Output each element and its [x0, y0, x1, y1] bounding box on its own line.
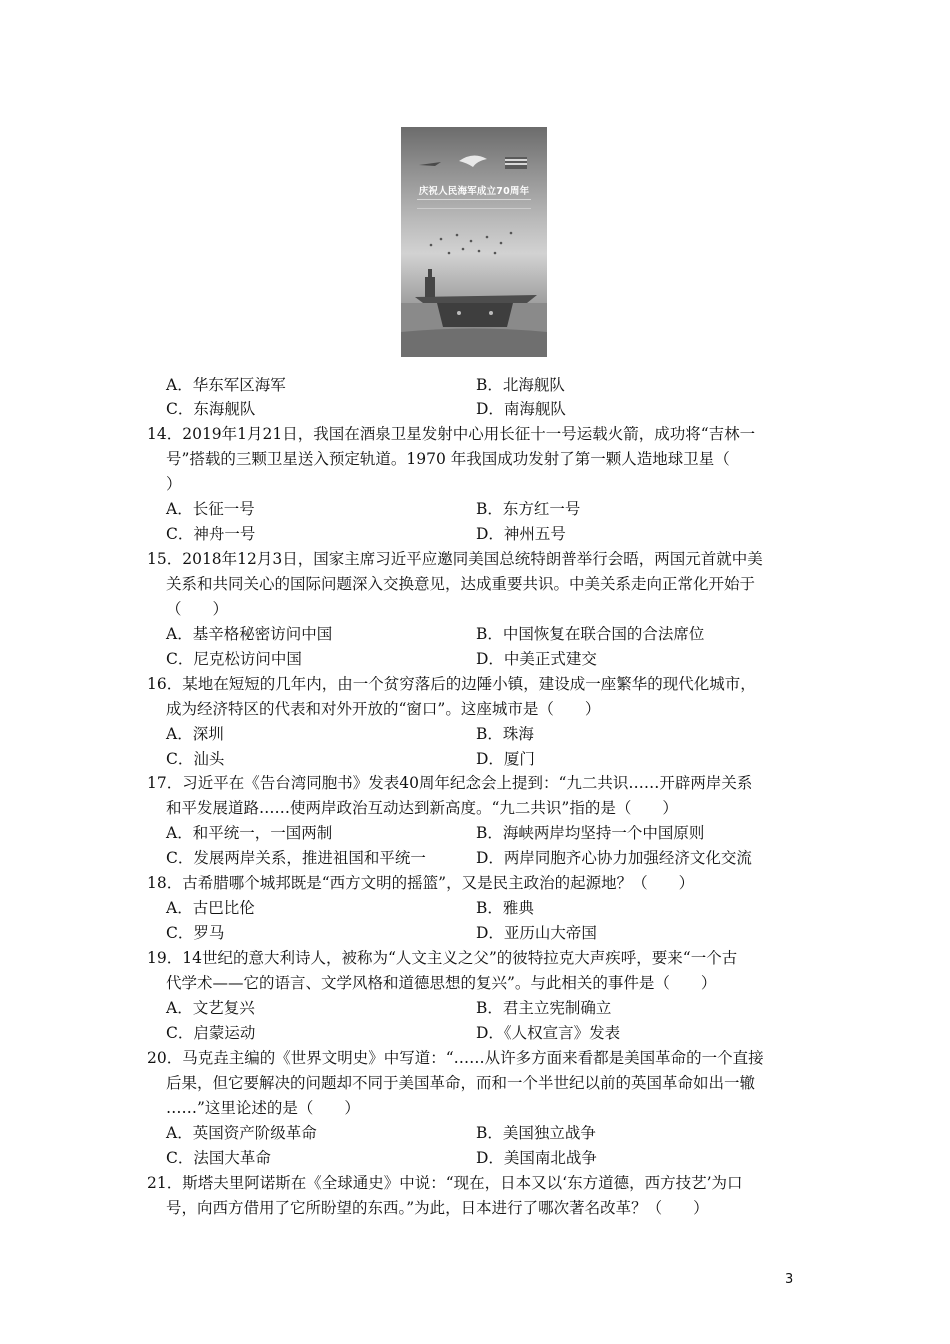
- q21-stem-line-2: 号，向西方借用了它所盼望的东西。”为此，日本进行了哪次著名改革？（ ）: [166, 1199, 709, 1217]
- q14-stem-line-1: 14．2019年1月21日，我国在酒泉卫星发射中心用长征十一号运载火箭，成功将“吉林一: [147, 425, 756, 443]
- poster-title: 庆祝人民海军成立70周年: [418, 186, 530, 197]
- q18-option-b: B．雅典: [476, 899, 534, 917]
- q20-stem-line-3: ……”这里论述的是（ ）: [166, 1099, 360, 1117]
- q15-option-c: C．尼克松访问中国: [166, 650, 302, 668]
- q15-stem-line-2: 关系和共同关心的国际问题深入交换意见，达成重要共识。中美关系走向正常化开始于: [166, 575, 756, 593]
- q17-option-a: A．和平统一，一国两制: [166, 824, 333, 842]
- q19-option-a: A．文艺复兴: [166, 999, 255, 1017]
- q16-stem-line-2: 成为经济特区的代表和对外开放的“窗口”。这座城市是（ ）: [166, 700, 601, 718]
- page-number: 3: [785, 1272, 794, 1287]
- q16-option-b: B．珠海: [476, 725, 534, 743]
- q20-stem-line-2: 后果，但它要解决的问题却不同于美国革命，而和一个半世纪以前的英国革命如出一辙: [166, 1074, 756, 1092]
- poster-subtitle-line: [417, 199, 531, 209]
- q13-option-b: B．北海舰队: [476, 376, 565, 394]
- q18-option-a: A．古巴比伦: [166, 899, 255, 917]
- q14-option-a: A．长征一号: [166, 500, 255, 518]
- q19-stem-line-1: 19．14世纪的意大利诗人，被称为“人文主义之父”的彼特拉克大声疾呼，要来“一个古: [147, 949, 738, 967]
- q20-option-b: B．美国独立战争: [476, 1124, 596, 1142]
- q20-option-a: A．英国资产阶级革命: [166, 1124, 317, 1142]
- q15-stem-line-3: （ ）: [166, 600, 229, 618]
- q18-option-d: D．亚历山大帝国: [476, 924, 597, 942]
- q18-option-c: C．罗马: [166, 924, 225, 942]
- q19-option-b: B．君主立宪制确立: [476, 999, 612, 1017]
- q17-option-d: D．两岸同胞齐心协力加强经济文化交流: [476, 849, 752, 867]
- q17-option-b: B．海峡两岸均坚持一个中国原则: [476, 824, 705, 842]
- q17-option-c: C．发展两岸关系，推进祖国和平统一: [166, 849, 426, 867]
- q18-stem-line-1: 18．古希腊哪个城邦既是“西方文明的摇篮”，又是民主政治的起源地？（ ）: [147, 874, 695, 892]
- q16-option-c: C．汕头: [166, 750, 225, 768]
- q20-option-c: C．法国大革命: [166, 1149, 271, 1167]
- q19-stem-line-2: 代学术——它的语言、文学风格和道德思想的复兴”。与此相关的事件是（ ）: [166, 974, 717, 992]
- q14-option-d: D．神州五号: [476, 525, 566, 543]
- q13-option-c: C．东海舰队: [166, 400, 256, 418]
- q14-stem-line-3: ）: [166, 475, 182, 493]
- q17-stem-line-1: 17．习近平在《告台湾同胞书》发表40周年纪念会上提到：“九二共识……开辟两岸关系: [147, 774, 753, 792]
- q16-option-a: A．深圳: [166, 725, 224, 743]
- q15-option-b: B．中国恢复在联合国的合法席位: [476, 625, 705, 643]
- q19-option-d: D．《人权宣言》发表: [476, 1024, 621, 1042]
- q20-option-d: D．美国南北战争: [476, 1149, 597, 1167]
- q14-option-c: C．神舟一号: [166, 525, 256, 543]
- q14-option-b: B．东方红一号: [476, 500, 581, 518]
- navy-70th-poster-image: [401, 127, 547, 357]
- q15-option-a: A．基辛格秘密访问中国: [166, 625, 333, 643]
- q15-stem-line-1: 15．2018年12月3日，国家主席习近平应邀同美国总统特朗普举行会晤，两国元首就中美: [147, 550, 763, 568]
- q21-stem-line-1: 21．斯塔夫里阿诺斯在《全球通史》中说：“现在，日本又以‘东方道德，西方技艺’为口: [147, 1174, 743, 1192]
- q15-option-d: D．中美正式建交: [476, 650, 597, 668]
- q17-stem-line-2: 和平发展道路……使两岸政治互动达到新高度。“九二共识”指的是（ ）: [166, 799, 678, 817]
- q19-option-c: C．启蒙运动: [166, 1024, 256, 1042]
- poster-graphic: [401, 127, 547, 357]
- q13-option-d: D．南海舰队: [476, 400, 566, 418]
- q13-option-a: A．华东军区海军: [166, 376, 286, 394]
- q20-stem-line-1: 20．马克垚主编的《世界文明史》中写道：“……从许多方面来看都是美国革命的一个直接: [147, 1049, 764, 1067]
- q16-option-d: D．厦门: [476, 750, 535, 768]
- q14-stem-line-2: 号”搭载的三颗卫星送入预定轨道。1970 年我国成功发射了第一颗人造地球卫星（: [166, 450, 730, 468]
- q16-stem-line-1: 16．某地在短短的几年内，由一个贫穷落后的边陲小镇，建设成一座繁华的现代化城市，: [147, 675, 756, 693]
